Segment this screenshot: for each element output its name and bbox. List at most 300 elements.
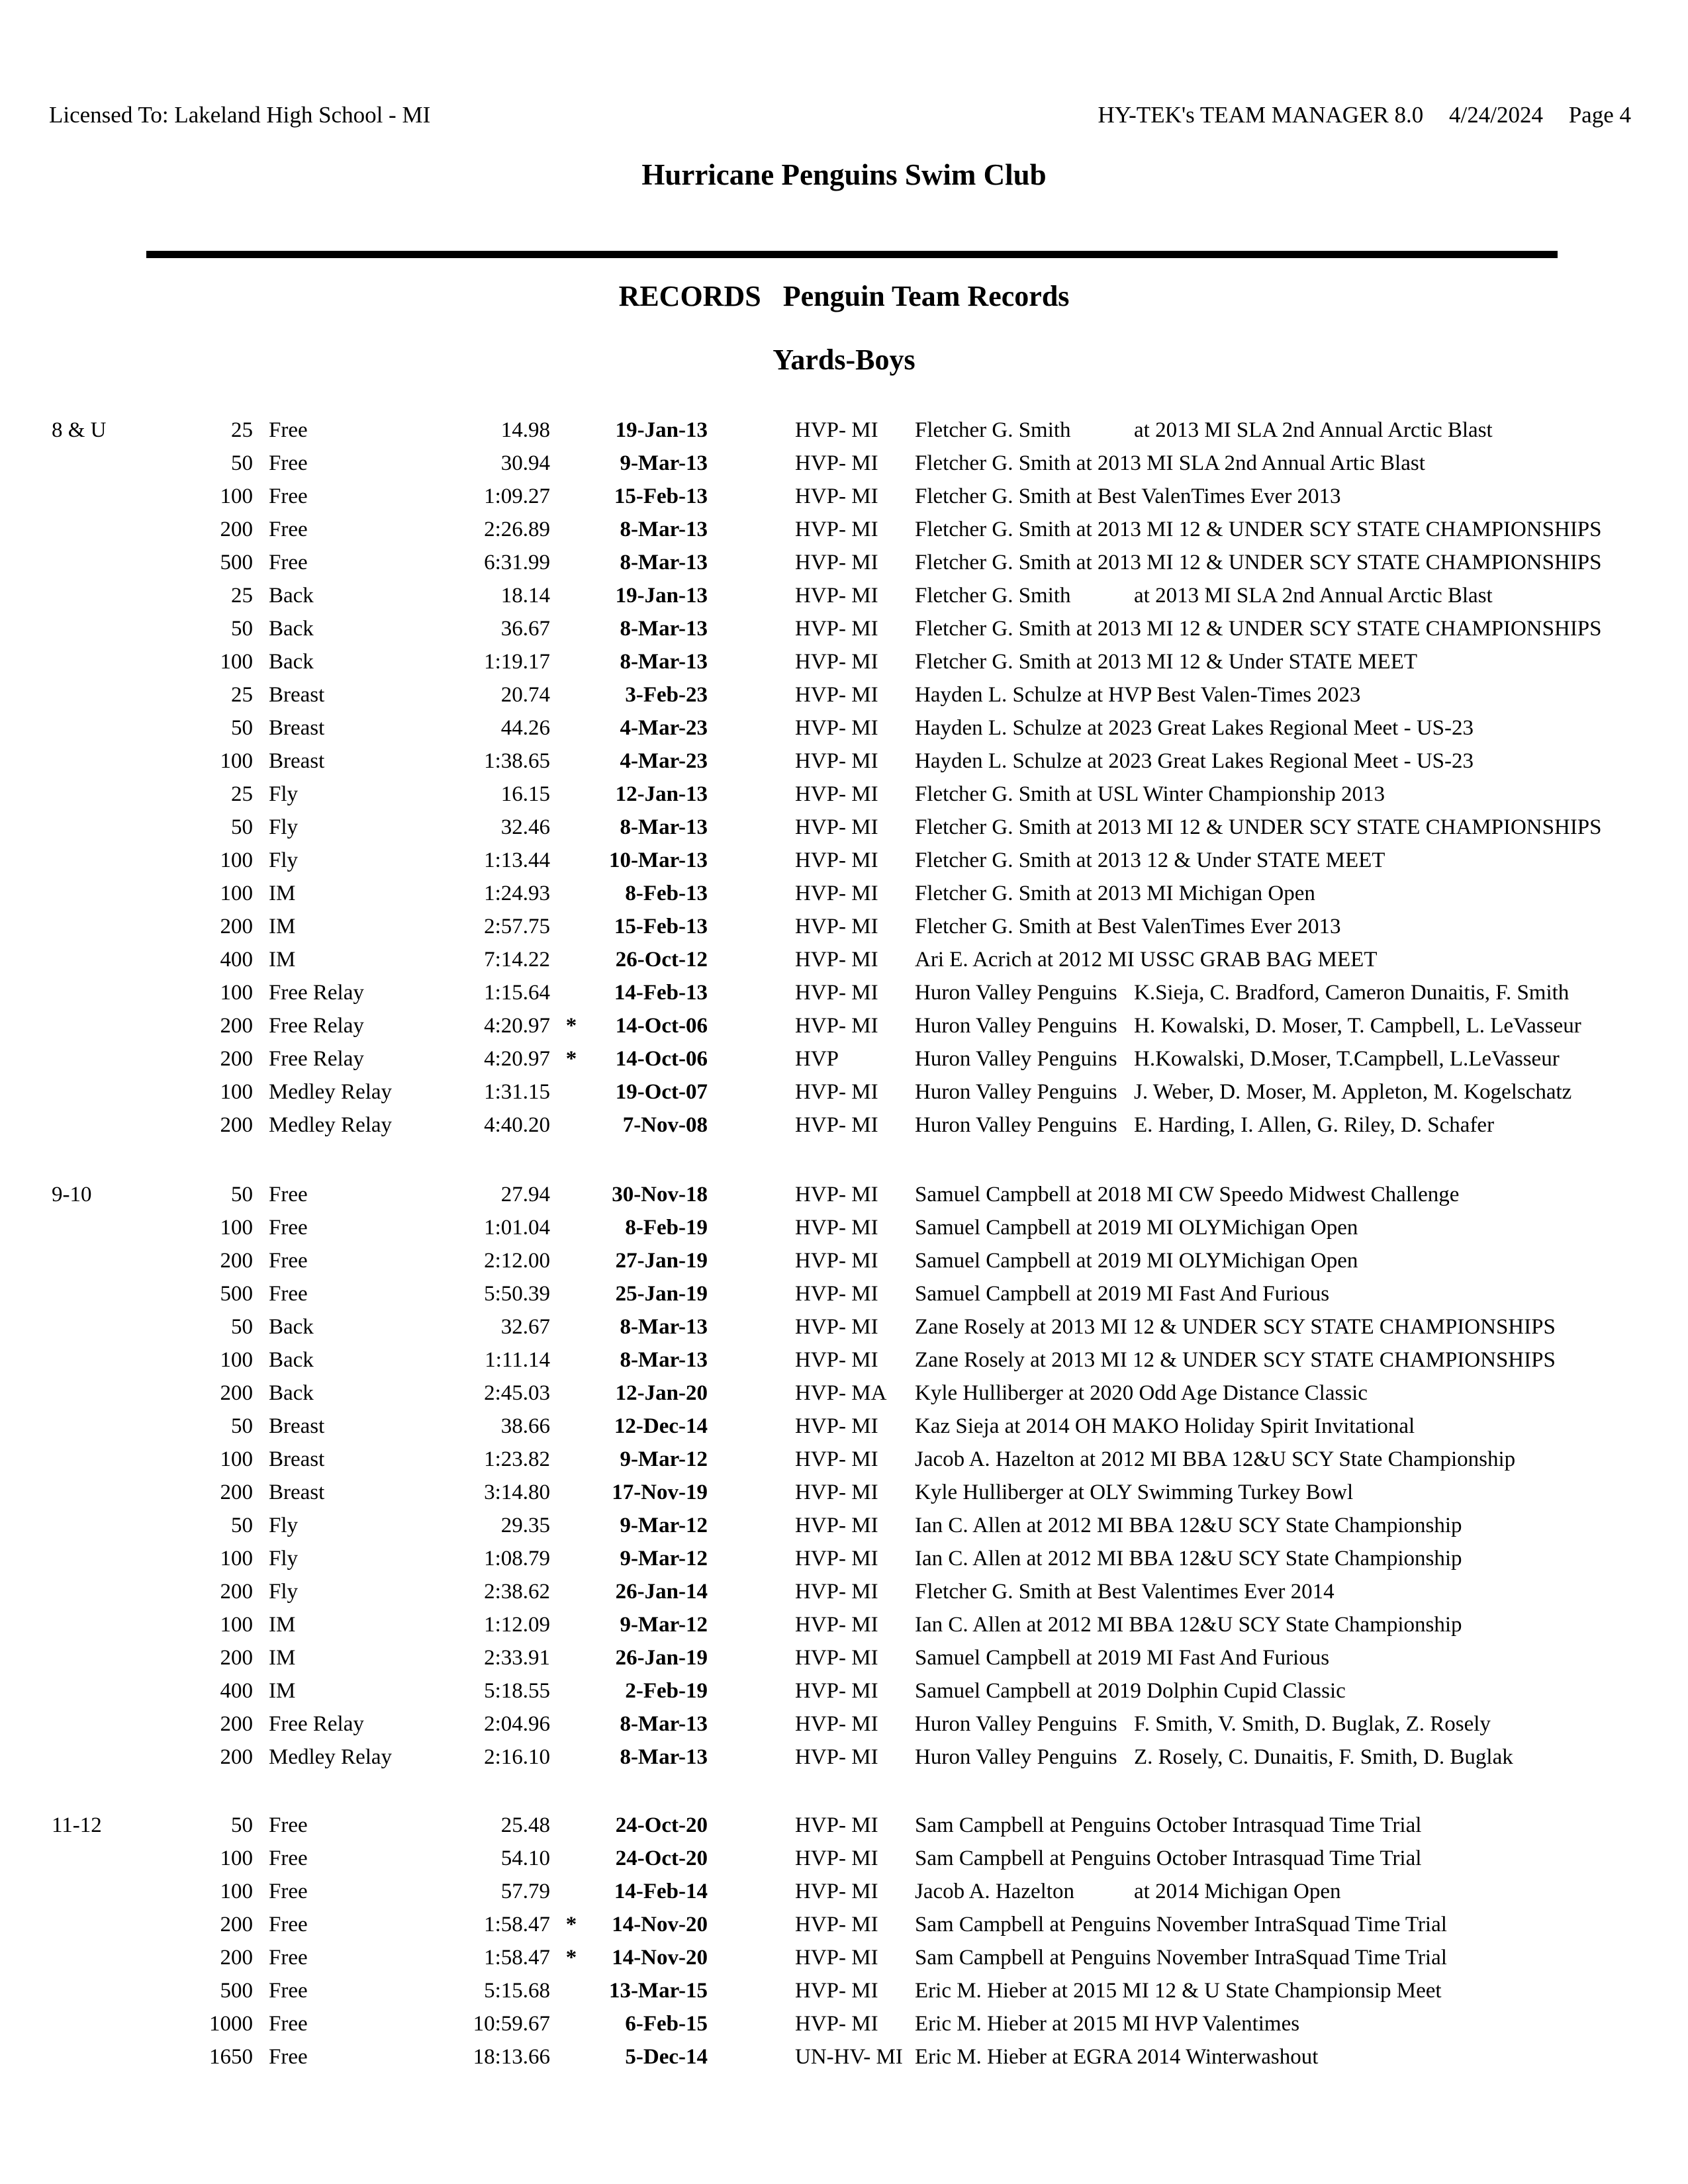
event-distance: 400 — [220, 948, 253, 972]
record-time: 1:58.47 — [484, 1946, 550, 1970]
record-time: 1:01.04 — [484, 1216, 550, 1240]
club-title: Hurricane Penguins Swim Club — [641, 158, 1047, 191]
event-stroke: Free — [269, 451, 308, 475]
licensed-to: Licensed To: Lakeland High School - MI — [49, 102, 431, 128]
record-time: 1:08.79 — [484, 1547, 550, 1570]
record-time: 38.66 — [500, 1414, 550, 1438]
record-holder: Samuel Campbell at 2019 Dolphin Cupid Classic — [915, 1679, 1346, 1703]
record-time: 1:38.65 — [484, 749, 550, 773]
record-row — [0, 778, 1688, 811]
record-date: 8-Mar-13 — [620, 1712, 708, 1736]
record-holder: Ari E. Acrich at 2012 MI USSC GRAB BAG MEET — [915, 948, 1378, 972]
record-holder: Fletcher G. Smith at 2013 MI 12 & UNDER SCY STATE CHAMPIONSHIPS — [915, 815, 1602, 839]
record-row — [0, 1941, 1688, 1974]
record-date: 8-Mar-13 — [620, 518, 708, 541]
record-holder: Samuel Campbell at 2019 MI Fast And Furious — [915, 1646, 1330, 1670]
record-holder: Huron Valley Penguins — [915, 1080, 1117, 1104]
app-name: HY-TEK's TEAM MANAGER 8.0 — [1098, 102, 1424, 128]
event-stroke: Breast — [269, 1447, 325, 1471]
record-date: 8-Mar-13 — [620, 1745, 708, 1769]
record-holder: Kyle Hulliberger at OLY Swimming Turkey Bowl — [915, 1480, 1354, 1504]
event-distance: 200 — [220, 1946, 253, 1970]
event-distance: 50 — [231, 716, 253, 740]
record-date: 19-Oct-07 — [615, 1080, 708, 1104]
record-holder: Hayden L. Schulze at HVP Best Valen-Times 2023 — [915, 683, 1361, 707]
record-holder: Eric M. Hieber at EGRA 2014 Winterwashout — [915, 2045, 1319, 2069]
team-code: HVP- MI — [795, 1745, 878, 1769]
record-holder: Huron Valley Penguins — [915, 981, 1117, 1005]
record-holder: Zane Rosely at 2013 MI 12 & UNDER SCY STATE CHAMPIONSHIPS — [915, 1348, 1556, 1372]
team-code: HVP- MI — [795, 1014, 878, 1038]
record-time: 4:20.97 — [484, 1014, 550, 1038]
records-name: Penguin Team Records — [782, 280, 1070, 312]
event-stroke: IM — [269, 915, 296, 938]
team-code: HVP- MI — [795, 1880, 878, 1903]
record-time: 1:31.15 — [484, 1080, 550, 1104]
event-stroke: Breast — [269, 749, 325, 773]
event-distance: 200 — [220, 1249, 253, 1273]
event-distance: 25 — [231, 584, 253, 608]
team-code: HVP- MI — [795, 1846, 878, 1870]
record-detail: J. Weber, D. Moser, M. Appleton, M. Kogelschatz — [1134, 1080, 1572, 1104]
event-distance: 500 — [220, 551, 253, 574]
record-time: 7:14.22 — [484, 948, 550, 972]
record-date: 6-Feb-15 — [625, 2012, 708, 2036]
event-stroke: IM — [269, 1679, 296, 1703]
record-holder: Fletcher G. Smith — [915, 584, 1071, 608]
team-code: HVP- MI — [795, 716, 878, 740]
record-date: 3-Feb-23 — [625, 683, 708, 707]
event-stroke: Free Relay — [269, 1014, 364, 1038]
record-time: 1:09.27 — [484, 484, 550, 508]
record-row — [0, 811, 1688, 844]
record-time: 27.94 — [500, 1183, 550, 1206]
event-stroke: Back — [269, 617, 314, 641]
record-holder: Samuel Campbell at 2019 MI Fast And Furious — [915, 1282, 1330, 1306]
team-code: HVP- MI — [795, 518, 878, 541]
record-time: 5:50.39 — [484, 1282, 550, 1306]
event-stroke: Free — [269, 1249, 308, 1273]
record-time: 2:45.03 — [484, 1381, 550, 1405]
record-row — [0, 612, 1688, 645]
record-holder: Huron Valley Penguins — [915, 1014, 1117, 1038]
event-distance: 200 — [220, 1113, 253, 1137]
event-distance: 200 — [220, 518, 253, 541]
event-distance: 100 — [220, 484, 253, 508]
record-time: 1:24.93 — [484, 882, 550, 905]
team-code: HVP- MI — [795, 1712, 878, 1736]
age-group-section — [0, 414, 1688, 1142]
record-row — [0, 414, 1688, 447]
team-code: HVP- MI — [795, 1282, 878, 1306]
record-row — [0, 1343, 1688, 1377]
record-time: 20.74 — [500, 683, 550, 707]
record-time: 32.46 — [500, 815, 550, 839]
record-time: 6:31.99 — [484, 551, 550, 574]
record-date: 9-Mar-13 — [620, 451, 708, 475]
team-code: HVP- MI — [795, 1514, 878, 1537]
record-row — [0, 1707, 1688, 1741]
record-time: 2:12.00 — [484, 1249, 550, 1273]
team-code: HVP- MI — [795, 418, 878, 442]
record-date: 8-Mar-13 — [620, 815, 708, 839]
record-row — [0, 678, 1688, 711]
event-distance: 200 — [220, 1913, 253, 1936]
record-detail: at 2013 MI SLA 2nd Annual Arctic Blast — [1134, 418, 1493, 442]
record-asterisk: * — [565, 1047, 577, 1071]
event-stroke: Fly — [269, 815, 299, 839]
record-time: 4:20.97 — [484, 1047, 550, 1071]
record-time: 10:59.67 — [473, 2012, 550, 2036]
team-code: HVP- MI — [795, 1613, 878, 1637]
team-code: HVP- MI — [795, 1080, 878, 1104]
record-date: 17-Nov-19 — [612, 1480, 708, 1504]
record-date: 8-Mar-13 — [620, 1315, 708, 1339]
team-code: HVP- MI — [795, 1580, 878, 1604]
event-distance: 200 — [220, 1047, 253, 1071]
team-code: HVP- MI — [795, 915, 878, 938]
record-time: 1:12.09 — [484, 1613, 550, 1637]
record-detail: at 2014 Michigan Open — [1134, 1880, 1341, 1903]
record-time: 18.14 — [500, 584, 550, 608]
event-distance: 25 — [231, 683, 253, 707]
event-stroke: Fly — [269, 1514, 299, 1537]
record-date: 9-Mar-12 — [620, 1613, 708, 1637]
record-time: 1:58.47 — [484, 1913, 550, 1936]
record-row — [0, 976, 1688, 1009]
record-row — [0, 1009, 1688, 1042]
event-stroke: Breast — [269, 683, 325, 707]
record-holder: Samuel Campbell at 2019 MI OLYMichigan Open — [915, 1249, 1358, 1273]
event-distance: 25 — [231, 418, 253, 442]
team-code: HVP- MI — [795, 617, 878, 641]
record-row — [0, 1641, 1688, 1674]
event-stroke: Breast — [269, 1480, 325, 1504]
record-holder: Kaz Sieja at 2014 OH MAKO Holiday Spirit Invitational — [915, 1414, 1415, 1438]
record-row — [0, 1674, 1688, 1707]
event-distance: 200 — [220, 1712, 253, 1736]
record-time: 2:38.62 — [484, 1580, 550, 1604]
team-code: HVP- MI — [795, 451, 878, 475]
record-time: 32.67 — [500, 1315, 550, 1339]
record-date: 7-Nov-08 — [622, 1113, 708, 1137]
record-date: 24-Oct-20 — [615, 1813, 708, 1837]
event-stroke: Free — [269, 1813, 308, 1837]
record-date: 26-Jan-14 — [615, 1580, 708, 1604]
record-detail: K.Sieja, C. Bradford, Cameron Dunaitis, F. Smith — [1134, 981, 1570, 1005]
record-date: 12-Jan-20 — [615, 1381, 708, 1405]
event-stroke: Free — [269, 551, 308, 574]
team-code: HVP- MI — [795, 1480, 878, 1504]
record-row — [0, 645, 1688, 678]
event-stroke: Back — [269, 1381, 314, 1405]
team-code: HVP- MI — [795, 815, 878, 839]
event-distance: 50 — [231, 1514, 253, 1537]
event-stroke: Back — [269, 1348, 314, 1372]
record-holder: Fletcher G. Smith at Best ValenTimes Ever 2013 — [915, 915, 1341, 938]
event-distance: 100 — [220, 1447, 253, 1471]
event-distance: 100 — [220, 1547, 253, 1570]
records-label: RECORDS — [618, 280, 761, 312]
record-time: 1:19.17 — [484, 650, 550, 674]
record-row — [0, 1075, 1688, 1109]
event-distance: 1000 — [209, 2012, 253, 2036]
record-time: 5:18.55 — [484, 1679, 550, 1703]
record-date: 9-Mar-12 — [620, 1514, 708, 1537]
event-distance: 200 — [220, 1745, 253, 1769]
event-distance: 50 — [231, 1315, 253, 1339]
record-holder: Fletcher G. Smith — [915, 418, 1071, 442]
record-date: 8-Feb-19 — [625, 1216, 708, 1240]
event-distance: 500 — [220, 1282, 253, 1306]
record-holder: Fletcher G. Smith at 2013 MI 12 & UNDER SCY STATE CHAMPIONSHIPS — [915, 551, 1602, 574]
record-holder: Fletcher G. Smith at 2013 MI 12 & Under STATE MEET — [915, 650, 1418, 674]
records-title — [0, 279, 1688, 314]
record-date: 9-Mar-12 — [620, 1547, 708, 1570]
team-code: HVP- MI — [795, 650, 878, 674]
team-code: HVP- MI — [795, 1315, 878, 1339]
record-row — [0, 1542, 1688, 1575]
event-distance: 100 — [220, 1080, 253, 1104]
record-date: 14-Nov-20 — [612, 1946, 708, 1970]
team-code: HVP- MI — [795, 1216, 878, 1240]
record-holder: Eric M. Hieber at 2015 MI HVP Valentimes — [915, 2012, 1300, 2036]
event-distance: 100 — [220, 981, 253, 1005]
record-date: 5-Dec-14 — [625, 2045, 708, 2069]
record-row — [0, 1908, 1688, 1941]
event-stroke: Free Relay — [269, 1047, 364, 1071]
event-distance: 50 — [231, 1813, 253, 1837]
record-detail: E. Harding, I. Allen, G. Riley, D. Schafer — [1134, 1113, 1495, 1137]
record-date: 8-Mar-13 — [620, 617, 708, 641]
report-date: 4/24/2024 — [1449, 102, 1543, 128]
event-stroke: Fly — [269, 1547, 299, 1570]
event-stroke: Back — [269, 584, 314, 608]
record-time: 57.79 — [500, 1880, 550, 1903]
record-holder: Eric M. Hieber at 2015 MI 12 & U State Championsip Meet — [915, 1979, 1442, 2003]
team-code: HVP- MI — [795, 1679, 878, 1703]
record-holder: Sam Campbell at Penguins October Intrasquad Time Trial — [915, 1813, 1422, 1837]
record-row — [0, 2040, 1688, 2073]
record-holder: Jacob A. Hazelton at 2012 MI BBA 12&U SCY State Championship — [915, 1447, 1516, 1471]
record-date: 14-Oct-06 — [615, 1047, 708, 1071]
record-holder: Samuel Campbell at 2018 MI CW Speedo Midwest Challenge — [915, 1183, 1460, 1206]
record-row — [0, 1277, 1688, 1310]
record-detail: H.Kowalski, D.Moser, T.Campbell, L.LeVasseur — [1134, 1047, 1560, 1071]
record-row — [0, 1211, 1688, 1244]
record-time: 18:13.66 — [473, 2045, 550, 2069]
record-row — [0, 1178, 1688, 1211]
record-time: 36.67 — [500, 617, 550, 641]
event-stroke: IM — [269, 882, 296, 905]
record-holder: Sam Campbell at Penguins October Intrasquad Time Trial — [915, 1846, 1422, 1870]
team-code: HVP- MI — [795, 1183, 878, 1206]
record-row — [0, 480, 1688, 513]
event-distance: 50 — [231, 1183, 253, 1206]
record-row — [0, 1244, 1688, 1277]
record-detail: at 2013 MI SLA 2nd Annual Arctic Blast — [1134, 584, 1493, 608]
team-code: HVP- MI — [795, 584, 878, 608]
event-stroke: Free — [269, 1979, 308, 2003]
event-distance: 500 — [220, 1979, 253, 2003]
record-time: 1:23.82 — [484, 1447, 550, 1471]
event-distance: 100 — [220, 882, 253, 905]
event-distance: 200 — [220, 915, 253, 938]
record-holder: Huron Valley Penguins — [915, 1745, 1117, 1769]
age-group-label: 8 & U — [52, 418, 107, 442]
record-time: 14.98 — [500, 418, 550, 442]
record-holder: Huron Valley Penguins — [915, 1712, 1117, 1736]
event-distance: 100 — [220, 1846, 253, 1870]
record-row — [0, 2007, 1688, 2040]
record-date: 15-Feb-13 — [614, 484, 708, 508]
team-code: HVP- MI — [795, 782, 878, 806]
event-stroke: Medley Relay — [269, 1745, 393, 1769]
record-time: 1:15.64 — [484, 981, 550, 1005]
record-date: 19-Jan-13 — [615, 584, 708, 608]
event-stroke: Free — [269, 484, 308, 508]
event-stroke: IM — [269, 948, 296, 972]
record-date: 4-Mar-23 — [620, 749, 708, 773]
event-distance: 1650 — [209, 2045, 253, 2069]
event-stroke: Breast — [269, 1414, 325, 1438]
record-time: 4:40.20 — [484, 1113, 550, 1137]
team-code: HVP- MI — [795, 981, 878, 1005]
record-holder: Fletcher G. Smith at 2013 12 & Under STATE MEET — [915, 848, 1385, 872]
age-group-label: 11-12 — [52, 1813, 102, 1837]
record-holder: Fletcher G. Smith at 2013 MI SLA 2nd Annual Artic Blast — [915, 451, 1425, 475]
team-code: HVP- MI — [795, 1913, 878, 1936]
record-holder: Ian C. Allen at 2012 MI BBA 12&U SCY State Championship — [915, 1547, 1462, 1570]
event-stroke: Free — [269, 1846, 308, 1870]
record-holder: Fletcher G. Smith at Best ValenTimes Ever 2013 — [915, 484, 1341, 508]
event-stroke: Free — [269, 418, 308, 442]
record-row — [0, 1109, 1688, 1142]
record-date: 25-Jan-19 — [615, 1282, 708, 1306]
record-row — [0, 1476, 1688, 1509]
record-date: 26-Jan-19 — [615, 1646, 708, 1670]
event-distance: 200 — [220, 1646, 253, 1670]
record-row — [0, 943, 1688, 976]
event-distance: 25 — [231, 782, 253, 806]
record-holder: Fletcher G. Smith at 2013 MI 12 & UNDER SCY STATE CHAMPIONSHIPS — [915, 518, 1602, 541]
record-time: 1:11.14 — [485, 1348, 550, 1372]
record-date: 14-Feb-13 — [614, 981, 708, 1005]
age-group-label: 9-10 — [52, 1183, 92, 1206]
team-code: HVP- MI — [795, 749, 878, 773]
record-row — [0, 1575, 1688, 1608]
record-row — [0, 1042, 1688, 1075]
record-date: 27-Jan-19 — [615, 1249, 708, 1273]
record-holder: Huron Valley Penguins — [915, 1047, 1117, 1071]
record-date: 8-Mar-13 — [620, 1348, 708, 1372]
record-time: 2:57.75 — [484, 915, 550, 938]
record-time: 5:15.68 — [484, 1979, 550, 2003]
event-stroke: IM — [269, 1613, 296, 1637]
record-time: 2:33.91 — [484, 1646, 550, 1670]
record-holder: Ian C. Allen at 2012 MI BBA 12&U SCY State Championship — [915, 1514, 1462, 1537]
event-stroke: Fly — [269, 1580, 299, 1604]
event-stroke: IM — [269, 1646, 296, 1670]
record-holder: Samuel Campbell at 2019 MI OLYMichigan Open — [915, 1216, 1358, 1240]
record-row — [0, 1410, 1688, 1443]
record-row — [0, 910, 1688, 943]
record-detail: H. Kowalski, D. Moser, T. Campbell, L. LeVasseur — [1134, 1014, 1581, 1038]
event-stroke: Free — [269, 1913, 308, 1936]
record-date: 14-Nov-20 — [612, 1913, 708, 1936]
record-row — [0, 546, 1688, 579]
record-time: 16.15 — [500, 782, 550, 806]
record-row — [0, 844, 1688, 877]
record-detail: Z. Rosely, C. Dunaitis, F. Smith, D. Buglak — [1134, 1745, 1513, 1769]
event-stroke: Free — [269, 1183, 308, 1206]
event-distance: 400 — [220, 1679, 253, 1703]
record-time: 25.48 — [500, 1813, 550, 1837]
record-holder: Sam Campbell at Penguins November IntraSquad Time Trial — [915, 1913, 1447, 1936]
record-date: 12-Dec-14 — [614, 1414, 708, 1438]
record-holder: Fletcher G. Smith at 2013 MI Michigan Open — [915, 882, 1315, 905]
record-row — [0, 1809, 1688, 1842]
record-row — [0, 447, 1688, 480]
record-row — [0, 745, 1688, 778]
team-code: HVP- MI — [795, 948, 878, 972]
event-distance: 100 — [220, 1348, 253, 1372]
event-stroke: Free — [269, 518, 308, 541]
record-holder: Fletcher G. Smith at 2013 MI 12 & UNDER SCY STATE CHAMPIONSHIPS — [915, 617, 1602, 641]
record-date: 10-Mar-13 — [608, 848, 708, 872]
record-date: 15-Feb-13 — [614, 915, 708, 938]
record-row — [0, 1842, 1688, 1875]
event-stroke: Free — [269, 1216, 308, 1240]
event-distance: 100 — [220, 749, 253, 773]
divider-rule — [146, 251, 1558, 258]
team-code: HVP- MI — [795, 1447, 878, 1471]
event-distance: 100 — [220, 1613, 253, 1637]
team-code: HVP- MI — [795, 1348, 878, 1372]
event-distance: 200 — [220, 1580, 253, 1604]
record-date: 8-Mar-13 — [620, 551, 708, 574]
record-date: 19-Jan-13 — [615, 418, 708, 442]
record-date: 8-Feb-13 — [625, 882, 708, 905]
record-detail: F. Smith, V. Smith, D. Buglak, Z. Rosely — [1134, 1712, 1491, 1736]
record-date: 9-Mar-12 — [620, 1447, 708, 1471]
event-stroke: Free Relay — [269, 981, 364, 1005]
record-row — [0, 1310, 1688, 1343]
event-distance: 100 — [220, 1216, 253, 1240]
record-row — [0, 1875, 1688, 1908]
record-time: 54.10 — [500, 1846, 550, 1870]
record-date: 12-Jan-13 — [615, 782, 708, 806]
event-stroke: Medley Relay — [269, 1080, 393, 1104]
event-stroke: Fly — [269, 782, 299, 806]
page-number: Page 4 — [1568, 102, 1631, 128]
team-code: HVP- MI — [795, 1813, 878, 1837]
record-date: 26-Oct-12 — [615, 948, 708, 972]
record-row — [0, 1741, 1688, 1774]
record-holder: Huron Valley Penguins — [915, 1113, 1117, 1137]
record-row — [0, 579, 1688, 612]
team-code: HVP- MI — [795, 1979, 878, 2003]
event-stroke: Free — [269, 1282, 308, 1306]
course-gender-title: Yards-Boys — [773, 343, 915, 376]
record-holder: Fletcher G. Smith at USL Winter Championship 2013 — [915, 782, 1385, 806]
record-holder: Fletcher G. Smith at Best Valentimes Ever 2014 — [915, 1580, 1335, 1604]
record-holder: Kyle Hulliberger at 2020 Odd Age Distance Classic — [915, 1381, 1368, 1405]
event-distance: 50 — [231, 815, 253, 839]
event-distance: 100 — [220, 650, 253, 674]
record-holder: Sam Campbell at Penguins November IntraSquad Time Trial — [915, 1946, 1447, 1970]
team-code: HVP- MI — [795, 1946, 878, 1970]
